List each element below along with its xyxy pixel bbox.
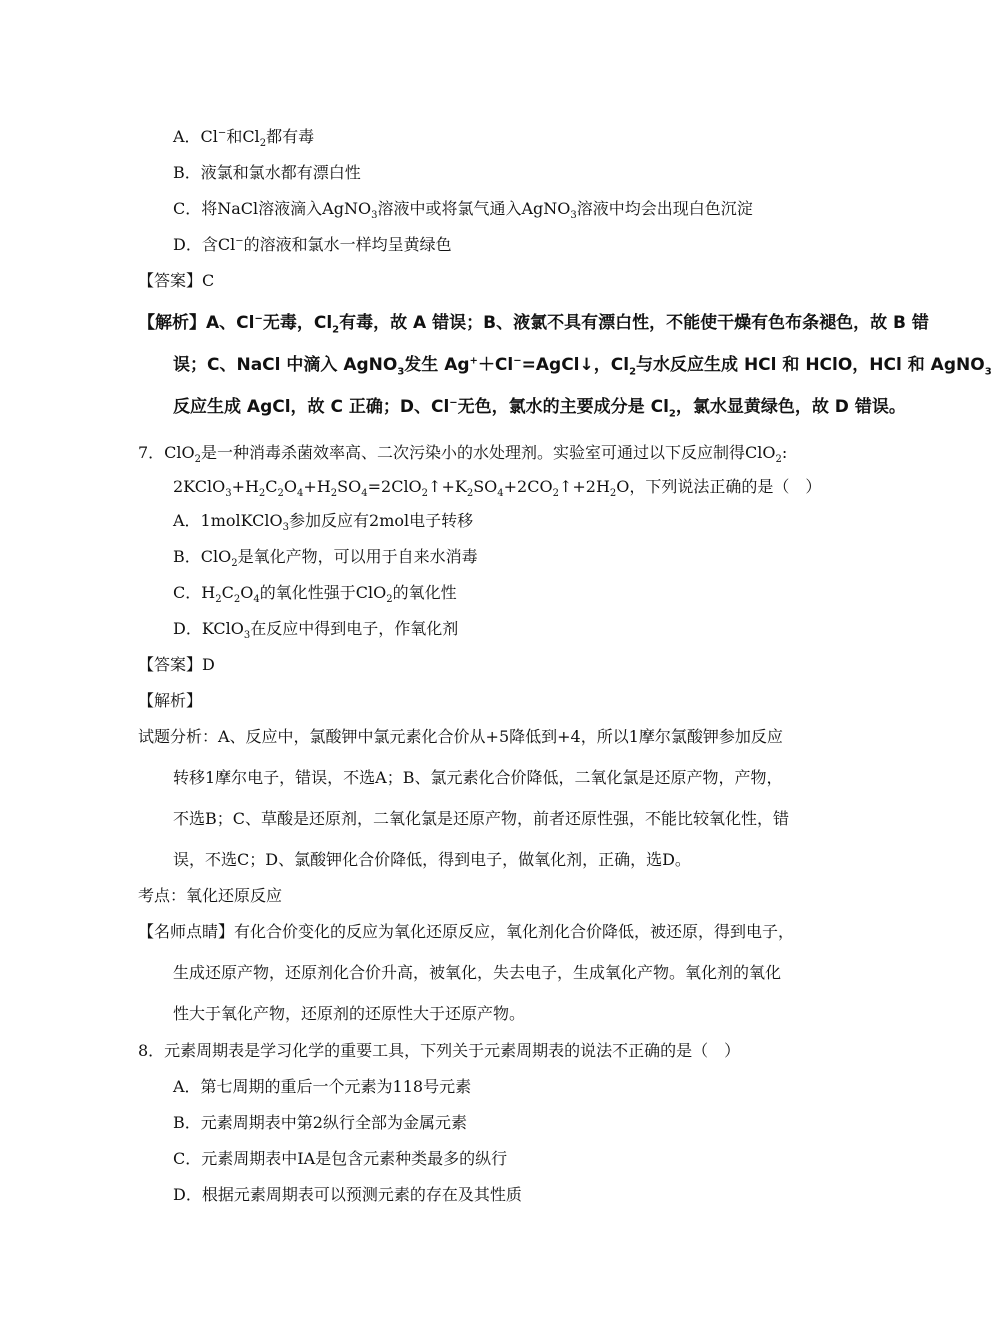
- q7-option-d: D．KClO$_3$在反应中得到电子，作氧化剂: [173, 619, 459, 642]
- q7-analysis-line: 转移1摩尔电子，错误，不选A；B、氯元素化合价降低，二氧化氯是还原产物，产物，: [173, 768, 783, 787]
- q8-option-d: D．根据元素周期表可以预测元素的存在及其性质: [173, 1185, 522, 1204]
- q8-option-a: A．第七周期的重后一个元素为118号元素: [173, 1077, 472, 1096]
- q7-tips-line: 生成还原产物，还原剂化合价升高，被氧化，失去电子，生成氧化产物。氧化剂的氧化: [173, 963, 782, 982]
- q7-analysis-heading: 【解析】: [138, 691, 203, 710]
- q6-option-d: D．含Cl−的溶液和氯水一样均呈黄绿色: [173, 235, 452, 254]
- q7-tips-line: 【名师点睛】有化合价变化的反应为氧化还原反应，氧化剂化合价降低，被还原，得到电子，: [138, 922, 795, 941]
- q8-stem: 8．元素周期表是学习化学的重要工具，下列关于元素周期表的说法不正确的是（ ）: [138, 1041, 741, 1060]
- q6-option-a: A．Cl−和$Cl_2$都有毒: [173, 127, 315, 150]
- q7-stem-line-1: 7．ClO$_2$是一种消毒杀菌效率高、二次污染小的水处理剂。实验室可通过以下反应制得ClO$_2$:: [138, 443, 788, 466]
- q8-option-c: C．元素周期表中IA是包含元素种类最多的纵行: [173, 1149, 508, 1168]
- q6-option-b: B．液氯和氯水都有漂白性: [173, 163, 361, 182]
- q7-analysis-line: 试题分析：A、反应中，氯酸钾中氯元素化合价从+5降低到+4，所以1摩尔氯酸钾参加反应: [138, 727, 783, 746]
- q7-analysis-line: 误，不选C；D、氯酸钾化合价降低，得到电子，做氧化剂，正确，选D。: [173, 850, 691, 869]
- q7-option-a: A．1molKClO$_3$参加反应有2mol电子转移: [173, 511, 474, 534]
- q8-option-b: B．元素周期表中第2纵行全部为金属元素: [173, 1113, 467, 1132]
- q7-tips-line: 性大于氧化产物，还原剂的还原性大于还原产物。: [173, 1004, 526, 1023]
- q6-analysis-line-3: 反应生成 AgCl，故 C 正确；D、Cl−无色，氯水的主要成分是 $Cl_2$，氯水显黄绿色，故 D 错误。: [173, 397, 906, 420]
- q6-analysis-line-2: 误；C、NaCl 中滴入 AgNO$_3$发生 Ag+＋Cl−=AgCl↓，$Cl_2$与水反应生成 HCl 和 HClO，HCl 和 AgNO$_3$: [173, 355, 992, 378]
- q6-answer: 【答案】C: [138, 271, 215, 290]
- q7-option-c: C．$H_2C_2O_4$的氧化性强于ClO$_2$的氧化性: [173, 583, 457, 606]
- q7-answer: 【答案】D: [138, 655, 215, 674]
- q7-option-b: B．ClO$_2$是氧化产物，可以用于自来水消毒: [173, 547, 478, 570]
- q7-stem-line-2: $2KClO_3+H_2C_2O_4+H_2SO_4=2ClO_2↑+K_2SO_4+2CO_2↑+2H_2O$，下列说法正确的是（ ）: [173, 477, 822, 500]
- q6-analysis-line-1: 【解析】A、Cl−无毒，$Cl_2$有毒，故 A 错误；B、液氯不具有漂白性，不能使干燥有色布条褪色，故 B 错: [138, 313, 929, 336]
- q6-option-c: C．将NaCl溶液滴入AgNO$_3$溶液中或将氯气通入AgNO$_3$溶液中均会出现白色沉淀: [173, 199, 753, 222]
- q7-kaodian: 考点：氧化还原反应: [138, 886, 283, 905]
- q7-analysis-line: 不选B；C、草酸是还原剂，二氧化氯是还原产物，前者还原性强，不能比较氧化性，错: [173, 809, 790, 828]
